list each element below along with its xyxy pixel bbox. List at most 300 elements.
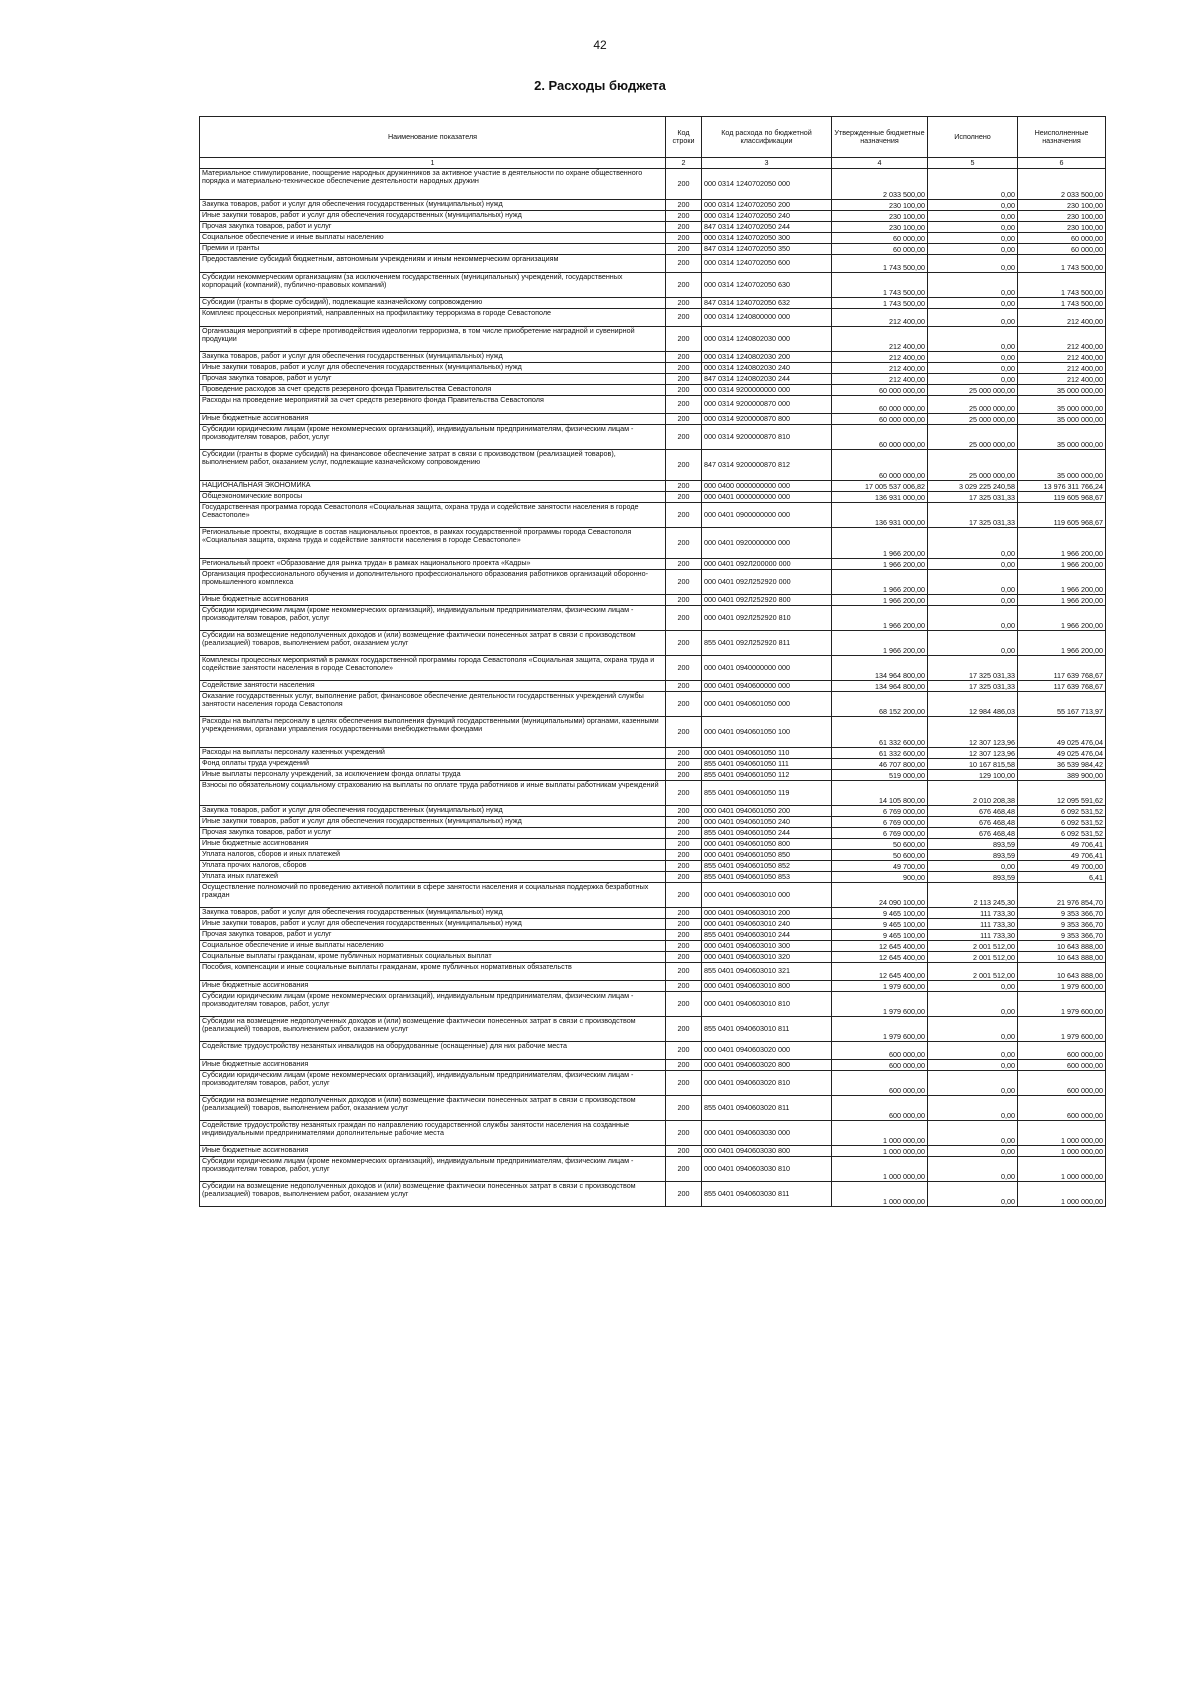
- row-approved: 136 931 000,00: [832, 492, 928, 503]
- table-row: [200, 941, 1106, 952]
- row-executed: 2 001 512,00: [928, 963, 1018, 981]
- row-line-code: 200: [666, 385, 702, 396]
- row-classification-code: 000 0314 9200000870 000: [702, 396, 832, 414]
- row-executed: 12 307 123,96: [928, 748, 1018, 759]
- row-name: Расходы на выплаты персоналу в целях обеспечения выполнения функций государственными (муниципальными) органами, казенными учреждениями, органами управления государственными внебюджетными фондами: [200, 717, 666, 748]
- table-row: [200, 414, 1106, 425]
- row-approved: 600 000,00: [832, 1042, 928, 1060]
- row-approved: 600 000,00: [832, 1060, 928, 1071]
- row-executed: 10 167 815,58: [928, 759, 1018, 770]
- row-name: Комплекс процессных мероприятий, направленных на профилактику терроризма в городе Севастополе: [200, 309, 666, 327]
- row-executed: 25 000 000,00: [928, 450, 1018, 481]
- row-classification-code: 000 0401 0920000000 000: [702, 528, 832, 559]
- row-line-code: 200: [666, 327, 702, 352]
- row-line-code: 200: [666, 930, 702, 941]
- row-approved: 1 979 600,00: [832, 1017, 928, 1042]
- row-line-code: 200: [666, 872, 702, 883]
- row-approved: 136 931 000,00: [832, 503, 928, 528]
- row-name: Оказание государственных услуг, выполнение работ, финансовое обеспечение деятельности государственных учреждений службы занятости населения города Севастополя: [200, 692, 666, 717]
- row-executed: 0,00: [928, 255, 1018, 273]
- table-row: [200, 1096, 1106, 1121]
- row-line-code: 200: [666, 748, 702, 759]
- table-row: [200, 492, 1106, 503]
- row-executed: 2 001 512,00: [928, 941, 1018, 952]
- table-row: [200, 309, 1106, 327]
- row-remaining: 1 000 000,00: [1018, 1182, 1106, 1207]
- row-approved: 60 000,00: [832, 244, 928, 255]
- row-line-code: 200: [666, 1017, 702, 1042]
- row-classification-code: 000 0314 1240800000 000: [702, 309, 832, 327]
- row-line-code: 200: [666, 828, 702, 839]
- row-executed: 25 000 000,00: [928, 414, 1018, 425]
- row-remaining: 60 000,00: [1018, 244, 1106, 255]
- column-number: 6: [1018, 158, 1106, 169]
- row-classification-code: 855 0401 0940601050 853: [702, 872, 832, 883]
- row-executed: 17 325 031,33: [928, 656, 1018, 681]
- table-row: [200, 861, 1106, 872]
- row-executed: 0,00: [928, 222, 1018, 233]
- row-name: Иные бюджетные ассигнования: [200, 414, 666, 425]
- row-executed: 676 468,48: [928, 806, 1018, 817]
- table-row: [200, 839, 1106, 850]
- header-approved: Утвержденные бюджетные назначения: [832, 117, 928, 158]
- table-row: [200, 883, 1106, 908]
- row-executed: 0,00: [928, 528, 1018, 559]
- row-executed: 0,00: [928, 327, 1018, 352]
- table-row: [200, 850, 1106, 861]
- row-remaining: 600 000,00: [1018, 1096, 1106, 1121]
- row-remaining: 35 000 000,00: [1018, 414, 1106, 425]
- row-classification-code: 000 0401 0940601050 110: [702, 748, 832, 759]
- row-line-code: 200: [666, 492, 702, 503]
- table-row: [200, 363, 1106, 374]
- row-name: Иные выплаты персоналу учреждений, за исключением фонда оплаты труда: [200, 770, 666, 781]
- budget-expenses-table: [199, 116, 1106, 1207]
- table-row: [200, 717, 1106, 748]
- table-row: [200, 1071, 1106, 1096]
- row-name: Премии и гранты: [200, 244, 666, 255]
- row-line-code: 200: [666, 396, 702, 414]
- row-line-code: 200: [666, 681, 702, 692]
- row-line-code: 200: [666, 952, 702, 963]
- row-name: Региональный проект «Образование для рынка труда» в рамках национального проекта «Кадры»: [200, 559, 666, 570]
- table-row: [200, 930, 1106, 941]
- row-approved: 1 966 200,00: [832, 528, 928, 559]
- row-approved: 50 600,00: [832, 839, 928, 850]
- row-classification-code: 855 0401 0940603010 244: [702, 930, 832, 941]
- row-line-code: 200: [666, 883, 702, 908]
- row-line-code: 200: [666, 1146, 702, 1157]
- row-remaining: 230 100,00: [1018, 211, 1106, 222]
- row-executed: 25 000 000,00: [928, 425, 1018, 450]
- header-name: Наименование показателя: [200, 117, 666, 158]
- row-executed: 2 010 208,38: [928, 781, 1018, 806]
- table-row: [200, 570, 1106, 595]
- row-line-code: 200: [666, 595, 702, 606]
- row-line-code: 200: [666, 908, 702, 919]
- row-name: Расходы на выплаты персоналу казенных учреждений: [200, 748, 666, 759]
- row-remaining: 1 000 000,00: [1018, 1146, 1106, 1157]
- table-row: [200, 1146, 1106, 1157]
- row-approved: 230 100,00: [832, 222, 928, 233]
- row-name: Расходы на проведение мероприятий за счет средств резервного фонда Правительства Севастополя: [200, 396, 666, 414]
- row-remaining: 212 400,00: [1018, 309, 1106, 327]
- row-remaining: 35 000 000,00: [1018, 396, 1106, 414]
- row-line-code: 200: [666, 363, 702, 374]
- row-name: Субсидии юридическим лицам (кроме некоммерческих организаций), индивидуальным предпринимателям, физическим лицам - производителям товаров, работ, услуг: [200, 1071, 666, 1096]
- table-row: [200, 233, 1106, 244]
- row-approved: 60 000 000,00: [832, 414, 928, 425]
- row-remaining: 389 900,00: [1018, 770, 1106, 781]
- row-name: Социальное обеспечение и иные выплаты населению: [200, 233, 666, 244]
- row-line-code: 200: [666, 631, 702, 656]
- row-line-code: 200: [666, 817, 702, 828]
- row-name: Общеэкономические вопросы: [200, 492, 666, 503]
- row-executed: 0,00: [928, 992, 1018, 1017]
- row-classification-code: 000 0401 0940601050 200: [702, 806, 832, 817]
- row-classification-code: 000 0400 0000000000 000: [702, 481, 832, 492]
- row-approved: 1 979 600,00: [832, 992, 928, 1017]
- row-name: Комплексы процессных мероприятий в рамках государственной программы города Севастополя «Социальная защита, охрана труда и содействие занятости населения в городе Севастополе»: [200, 656, 666, 681]
- row-classification-code: 000 0401 0940603020 810: [702, 1071, 832, 1096]
- table-row: [200, 1182, 1106, 1207]
- row-name: Пособия, компенсации и иные социальные выплаты гражданам, кроме публичных нормативных обязательств: [200, 963, 666, 981]
- row-executed: 0,00: [928, 559, 1018, 570]
- row-classification-code: 000 0401 0940603010 240: [702, 919, 832, 930]
- row-remaining: 1 966 200,00: [1018, 570, 1106, 595]
- row-remaining: 1 966 200,00: [1018, 606, 1106, 631]
- row-executed: 17 325 031,33: [928, 503, 1018, 528]
- row-classification-code: 855 0401 0940603010 321: [702, 963, 832, 981]
- row-classification-code: 000 0401 0940603020 000: [702, 1042, 832, 1060]
- row-name: Фонд оплаты труда учреждений: [200, 759, 666, 770]
- row-remaining: 212 400,00: [1018, 352, 1106, 363]
- row-executed: 893,59: [928, 872, 1018, 883]
- row-name: Иные бюджетные ассигнования: [200, 839, 666, 850]
- row-approved: 14 105 800,00: [832, 781, 928, 806]
- table-row: [200, 211, 1106, 222]
- row-line-code: 200: [666, 352, 702, 363]
- row-remaining: 6 092 531,52: [1018, 817, 1106, 828]
- row-executed: 0,00: [928, 1096, 1018, 1121]
- header-classification-code: Код расхода по бюджетной классификации: [702, 117, 832, 158]
- row-classification-code: 000 0401 0940603030 800: [702, 1146, 832, 1157]
- row-name: Субсидии (гранты в форме субсидий), подлежащие казначейскому сопровождению: [200, 298, 666, 309]
- row-line-code: 200: [666, 200, 702, 211]
- row-name: Закупка товаров, работ и услуг для обеспечения государственных (муниципальных) нужд: [200, 200, 666, 211]
- row-classification-code: 000 0401 0940603010 810: [702, 992, 832, 1017]
- row-classification-code: 000 0314 1240702050 600: [702, 255, 832, 273]
- row-line-code: 200: [666, 169, 702, 200]
- row-remaining: 600 000,00: [1018, 1042, 1106, 1060]
- row-name: Государственная программа города Севастополя «Социальная защита, охрана труда и содействие занятости населения в городе Севастополе»: [200, 503, 666, 528]
- table-row: [200, 606, 1106, 631]
- row-approved: 1 000 000,00: [832, 1182, 928, 1207]
- row-classification-code: 855 0401 0940601050 111: [702, 759, 832, 770]
- row-remaining: 1 966 200,00: [1018, 528, 1106, 559]
- row-name: Субсидии на возмещение недополученных доходов и (или) возмещение фактически понесенных затрат в связи с производством (реализацией) товаров, выполнением работ, оказанием услуг: [200, 1182, 666, 1207]
- header-executed: Исполнено: [928, 117, 1018, 158]
- row-executed: 0,00: [928, 200, 1018, 211]
- row-name: Субсидии (гранты в форме субсидий) на финансовое обеспечение затрат в связи с производством (реализацией товаров), выполнением работ, оказанием услуг, подлежащие казначейскому сопровождению: [200, 450, 666, 481]
- row-name: Предоставление субсидий бюджетным, автономным учреждениям и иным некоммерческим организациям: [200, 255, 666, 273]
- row-name: Материальное стимулирование, поощрение народных дружинников за активное участие в деятельности по охране общественного порядка и материально-техническое обеспечение деятельности народных дружин: [200, 169, 666, 200]
- row-line-code: 200: [666, 717, 702, 748]
- row-approved: 1 743 500,00: [832, 255, 928, 273]
- row-executed: 25 000 000,00: [928, 396, 1018, 414]
- row-approved: 60 000 000,00: [832, 425, 928, 450]
- row-executed: 0,00: [928, 1146, 1018, 1157]
- row-remaining: 119 605 968,67: [1018, 492, 1106, 503]
- row-classification-code: 855 0401 0940603010 811: [702, 1017, 832, 1042]
- row-line-code: 200: [666, 606, 702, 631]
- row-line-code: 200: [666, 770, 702, 781]
- row-line-code: 200: [666, 941, 702, 952]
- row-name: Субсидии юридическим лицам (кроме некоммерческих организаций), индивидуальным предпринимателям, физическим лицам - производителям товаров, работ, услуг: [200, 425, 666, 450]
- row-remaining: 600 000,00: [1018, 1060, 1106, 1071]
- row-name: Иные бюджетные ассигнования: [200, 1060, 666, 1071]
- table-row: [200, 759, 1106, 770]
- row-executed: 0,00: [928, 595, 1018, 606]
- row-executed: 0,00: [928, 298, 1018, 309]
- row-classification-code: 000 0314 1240702050 200: [702, 200, 832, 211]
- row-remaining: 230 100,00: [1018, 200, 1106, 211]
- row-classification-code: 000 0314 1240802030 000: [702, 327, 832, 352]
- row-approved: 212 400,00: [832, 374, 928, 385]
- row-remaining: 6 092 531,52: [1018, 806, 1106, 817]
- row-remaining: 1 979 600,00: [1018, 992, 1106, 1017]
- table-row: [200, 528, 1106, 559]
- row-executed: 12 307 123,96: [928, 717, 1018, 748]
- row-classification-code: 000 0401 0000000000 000: [702, 492, 832, 503]
- row-classification-code: 000 0401 092Л252920 000: [702, 570, 832, 595]
- row-executed: 0,00: [928, 309, 1018, 327]
- table-row: [200, 963, 1106, 981]
- row-line-code: 200: [666, 759, 702, 770]
- row-classification-code: 000 0401 0940600000 000: [702, 681, 832, 692]
- row-name: Субсидии юридическим лицам (кроме некоммерческих организаций), индивидуальным предпринимателям, физическим лицам - производителям товаров, работ, услуг: [200, 992, 666, 1017]
- row-executed: 2 001 512,00: [928, 952, 1018, 963]
- row-approved: 134 964 800,00: [832, 656, 928, 681]
- row-name: Субсидии на возмещение недополученных доходов и (или) возмещение фактически понесенных затрат в связи с производством (реализацией) товаров, выполнением работ, оказанием услуг: [200, 631, 666, 656]
- table-row: [200, 908, 1106, 919]
- row-remaining: 49 700,00: [1018, 861, 1106, 872]
- row-classification-code: 000 0314 1240802030 200: [702, 352, 832, 363]
- row-remaining: 212 400,00: [1018, 374, 1106, 385]
- row-line-code: 200: [666, 1096, 702, 1121]
- row-approved: 12 645 400,00: [832, 941, 928, 952]
- row-approved: 1 966 200,00: [832, 595, 928, 606]
- table-row: [200, 817, 1106, 828]
- table-row: [200, 385, 1106, 396]
- row-classification-code: 855 0401 0940601050 852: [702, 861, 832, 872]
- row-executed: 111 733,30: [928, 908, 1018, 919]
- row-name: Иные закупки товаров, работ и услуг для обеспечения государственных (муниципальных) нужд: [200, 817, 666, 828]
- row-classification-code: 855 0401 0940601050 244: [702, 828, 832, 839]
- row-approved: 50 600,00: [832, 850, 928, 861]
- row-remaining: 12 095 591,62: [1018, 781, 1106, 806]
- row-classification-code: 855 0401 092Л252920 811: [702, 631, 832, 656]
- table-row: [200, 656, 1106, 681]
- page-number: 42: [593, 38, 607, 52]
- row-classification-code: 000 0314 1240702050 630: [702, 273, 832, 298]
- header-line-code: Код строки: [666, 117, 702, 158]
- row-remaining: 2 033 500,00: [1018, 169, 1106, 200]
- table-row: [200, 327, 1106, 352]
- row-approved: 60 000,00: [832, 233, 928, 244]
- row-classification-code: 000 0401 0940601050 240: [702, 817, 832, 828]
- row-name: Проведение расходов за счет средств резервного фонда Правительства Севастополя: [200, 385, 666, 396]
- row-line-code: 200: [666, 528, 702, 559]
- row-executed: 0,00: [928, 169, 1018, 200]
- row-executed: 0,00: [928, 352, 1018, 363]
- row-classification-code: 000 0314 9200000870 810: [702, 425, 832, 450]
- table-row: [200, 425, 1106, 450]
- row-approved: 230 100,00: [832, 200, 928, 211]
- table-row: [200, 748, 1106, 759]
- row-name: Закупка товаров, работ и услуг для обеспечения государственных (муниципальных) нужд: [200, 908, 666, 919]
- row-approved: 9 465 100,00: [832, 919, 928, 930]
- row-remaining: 35 000 000,00: [1018, 425, 1106, 450]
- row-executed: 111 733,30: [928, 930, 1018, 941]
- row-classification-code: 847 0314 1240702050 350: [702, 244, 832, 255]
- row-line-code: 200: [666, 919, 702, 930]
- row-name: Взносы по обязательному социальному страхованию на выплаты по оплате труда работников и иные выплаты работникам учреждений: [200, 781, 666, 806]
- row-approved: 1 000 000,00: [832, 1146, 928, 1157]
- row-name: Закупка товаров, работ и услуг для обеспечения государственных (муниципальных) нужд: [200, 806, 666, 817]
- column-number: 1: [200, 158, 666, 169]
- column-number: 2: [666, 158, 702, 169]
- row-line-code: 200: [666, 222, 702, 233]
- row-name: Содействие занятости населения: [200, 681, 666, 692]
- row-classification-code: 000 0314 1240702050 300: [702, 233, 832, 244]
- row-executed: 17 325 031,33: [928, 681, 1018, 692]
- row-remaining: 6 092 531,52: [1018, 828, 1106, 839]
- table-header-row: [200, 117, 1106, 158]
- row-line-code: 200: [666, 450, 702, 481]
- row-classification-code: 855 0401 0940601050 119: [702, 781, 832, 806]
- row-executed: 0,00: [928, 1042, 1018, 1060]
- row-executed: 0,00: [928, 363, 1018, 374]
- row-name: Закупка товаров, работ и услуг для обеспечения государственных (муниципальных) нужд: [200, 352, 666, 363]
- row-executed: 0,00: [928, 1182, 1018, 1207]
- row-classification-code: 855 0401 0940603030 811: [702, 1182, 832, 1207]
- row-approved: 49 700,00: [832, 861, 928, 872]
- row-approved: 12 645 400,00: [832, 963, 928, 981]
- row-name: Социальное обеспечение и иные выплаты населению: [200, 941, 666, 952]
- row-executed: 129 100,00: [928, 770, 1018, 781]
- row-line-code: 200: [666, 806, 702, 817]
- row-name: Иные закупки товаров, работ и услуг для обеспечения государственных (муниципальных) нужд: [200, 919, 666, 930]
- table-row: [200, 781, 1106, 806]
- row-executed: 0,00: [928, 570, 1018, 595]
- header-remaining: Неисполненные назначения: [1018, 117, 1106, 158]
- row-remaining: 1 966 200,00: [1018, 595, 1106, 606]
- row-line-code: 200: [666, 992, 702, 1017]
- row-approved: 212 400,00: [832, 309, 928, 327]
- row-line-code: 200: [666, 1060, 702, 1071]
- row-executed: 0,00: [928, 1060, 1018, 1071]
- row-name: Социальные выплаты гражданам, кроме публичных нормативных социальных выплат: [200, 952, 666, 963]
- table-row: [200, 1042, 1106, 1060]
- row-classification-code: 000 0401 0940603010 800: [702, 981, 832, 992]
- row-line-code: 200: [666, 481, 702, 492]
- table-body: [200, 169, 1106, 1207]
- row-name: Иные бюджетные ассигнования: [200, 981, 666, 992]
- row-remaining: 60 000,00: [1018, 233, 1106, 244]
- table-row: [200, 595, 1106, 606]
- row-approved: 600 000,00: [832, 1071, 928, 1096]
- table-row: [200, 770, 1106, 781]
- row-executed: 3 029 225 240,58: [928, 481, 1018, 492]
- row-remaining: 9 353 366,70: [1018, 908, 1106, 919]
- row-approved: 9 465 100,00: [832, 930, 928, 941]
- row-approved: 230 100,00: [832, 211, 928, 222]
- row-classification-code: 000 0401 0940603020 800: [702, 1060, 832, 1071]
- row-line-code: 200: [666, 211, 702, 222]
- row-line-code: 200: [666, 298, 702, 309]
- table-row: [200, 255, 1106, 273]
- row-executed: 0,00: [928, 1157, 1018, 1182]
- row-classification-code: 000 0401 0940603030 810: [702, 1157, 832, 1182]
- row-executed: 0,00: [928, 981, 1018, 992]
- document-title: 2. Расходы бюджета: [534, 78, 666, 93]
- row-approved: 17 005 537 006,82: [832, 481, 928, 492]
- row-remaining: 10 643 888,00: [1018, 963, 1106, 981]
- row-line-code: 200: [666, 309, 702, 327]
- row-name: Субсидии юридическим лицам (кроме некоммерческих организаций), индивидуальным предпринимателям, физическим лицам - производителям товаров, работ, услуг: [200, 606, 666, 631]
- row-approved: 1 966 200,00: [832, 606, 928, 631]
- row-line-code: 200: [666, 374, 702, 385]
- row-approved: 46 707 800,00: [832, 759, 928, 770]
- row-approved: 212 400,00: [832, 363, 928, 374]
- row-classification-code: 000 0401 0940603030 000: [702, 1121, 832, 1146]
- row-line-code: 200: [666, 414, 702, 425]
- row-classification-code: 000 0401 0940603010 300: [702, 941, 832, 952]
- row-classification-code: 847 0314 1240702050 632: [702, 298, 832, 309]
- table-row: [200, 169, 1106, 200]
- row-line-code: 200: [666, 559, 702, 570]
- row-remaining: 55 167 713,97: [1018, 692, 1106, 717]
- table-row: [200, 374, 1106, 385]
- row-classification-code: 000 0314 1240802030 240: [702, 363, 832, 374]
- row-executed: 0,00: [928, 1121, 1018, 1146]
- row-name: Организация профессионального обучения и дополнительного профессионального образования работников организаций оборонно-промышленного комплекса: [200, 570, 666, 595]
- row-approved: 24 090 100,00: [832, 883, 928, 908]
- row-executed: 0,00: [928, 606, 1018, 631]
- row-classification-code: 847 0314 1240802030 244: [702, 374, 832, 385]
- row-classification-code: 847 0314 1240702050 244: [702, 222, 832, 233]
- row-remaining: 35 000 000,00: [1018, 450, 1106, 481]
- row-remaining: 212 400,00: [1018, 327, 1106, 352]
- row-line-code: 200: [666, 839, 702, 850]
- table-row: [200, 396, 1106, 414]
- column-number: 4: [832, 158, 928, 169]
- column-number: 5: [928, 158, 1018, 169]
- row-approved: 6 769 000,00: [832, 806, 928, 817]
- row-approved: 6 769 000,00: [832, 828, 928, 839]
- table-row: [200, 298, 1106, 309]
- table-row: [200, 1157, 1106, 1182]
- row-approved: 1 966 200,00: [832, 570, 928, 595]
- row-remaining: 1 743 500,00: [1018, 255, 1106, 273]
- table-row: [200, 872, 1106, 883]
- row-name: Содействие трудоустройству незанятых граждан по направлению государственной службы занятости населения на созданные индивидуальными предпринимателями дополнительные рабочие места: [200, 1121, 666, 1146]
- row-classification-code: 000 0314 9200000000 000: [702, 385, 832, 396]
- row-approved: 1 966 200,00: [832, 631, 928, 656]
- row-executed: 0,00: [928, 233, 1018, 244]
- row-name: НАЦИОНАЛЬНАЯ ЭКОНОМИКА: [200, 481, 666, 492]
